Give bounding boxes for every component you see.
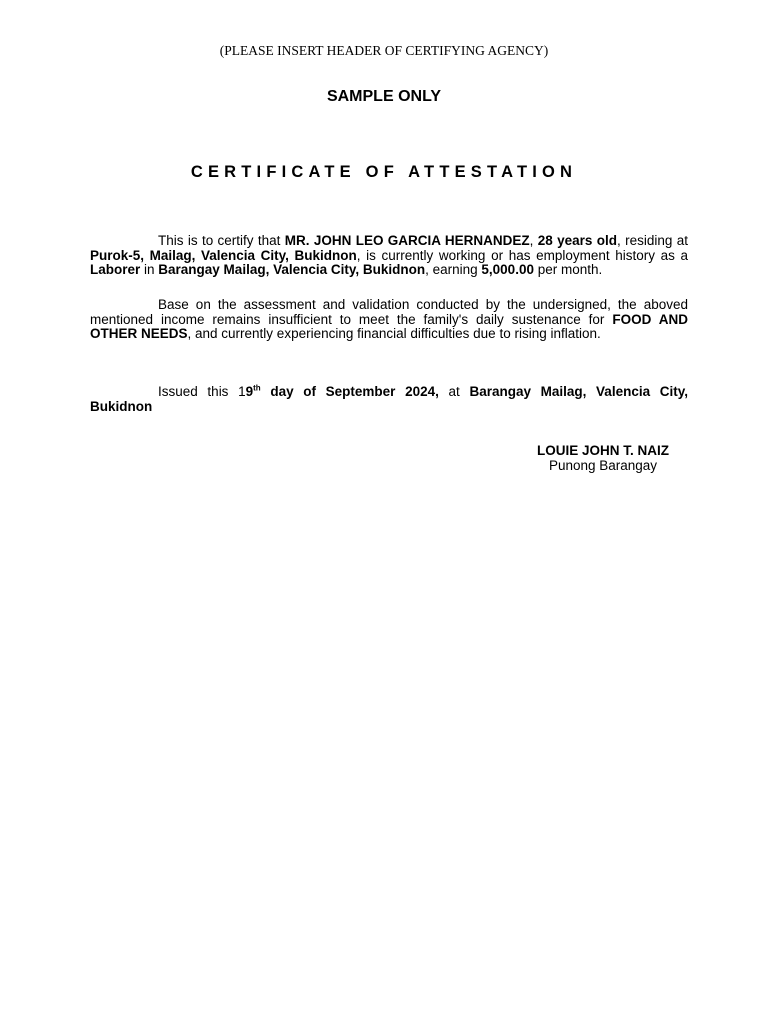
issuance-paragraph [90,385,688,414]
text-segment: in [140,262,159,277]
day-suffix: th [253,383,261,393]
workplace: Barangay Mailag, Valencia City, Bukidnon [158,262,426,277]
text-segment: , is currently working or has employment history as a [356,247,688,263]
text-segment: , earning [425,262,482,277]
text-segment: at [438,384,470,399]
issue-place: Barangay Mailag, Valencia City, Bukidnon [90,384,688,414]
residence-address: Purok-5, Mailag, Valencia City, Bukidnon [90,247,357,263]
text-segment: , and currently experiencing financial difficulties due to rising inflation. [187,326,601,341]
text-segment: per month. [533,262,603,277]
sample-only-label: SAMPLE ONLY [326,88,442,105]
certificate-title: CERTIFICATE OF ATTESTATION [190,163,578,181]
signatory-block [503,443,703,473]
person-age: 28 years old [537,233,618,248]
needs-label: FOOD AND OTHER NEEDS [90,311,688,341]
signatory-position: Punong Barangay [548,458,658,473]
agency-header-placeholder: (PLEASE INSERT HEADER OF CERTIFYING AGENCY) [219,43,549,58]
assessment-paragraph [90,298,688,342]
text-segment: This is to certify that [158,233,285,248]
monthly-income: 5,000.00 [481,262,534,277]
text-segment: Base on the assessment and validation conducted by the undersigned, the aboved mentioned income remains insufficient to meet the family's daily sustenance for [90,297,688,327]
person-name: MR. JOHN LEO GARCIA HERNANDEZ [284,233,530,248]
text-segment: Issued this 1 [158,384,246,399]
issue-day: 9 [245,384,254,399]
text-segment: , residing at [617,233,688,248]
text-segment: , [529,233,538,248]
issue-date: day of September 2024, [260,384,439,399]
certification-paragraph [90,234,688,278]
occupation: Laborer [90,262,141,277]
signatory-name: LOUIE JOHN T. NAIZ [536,443,669,458]
